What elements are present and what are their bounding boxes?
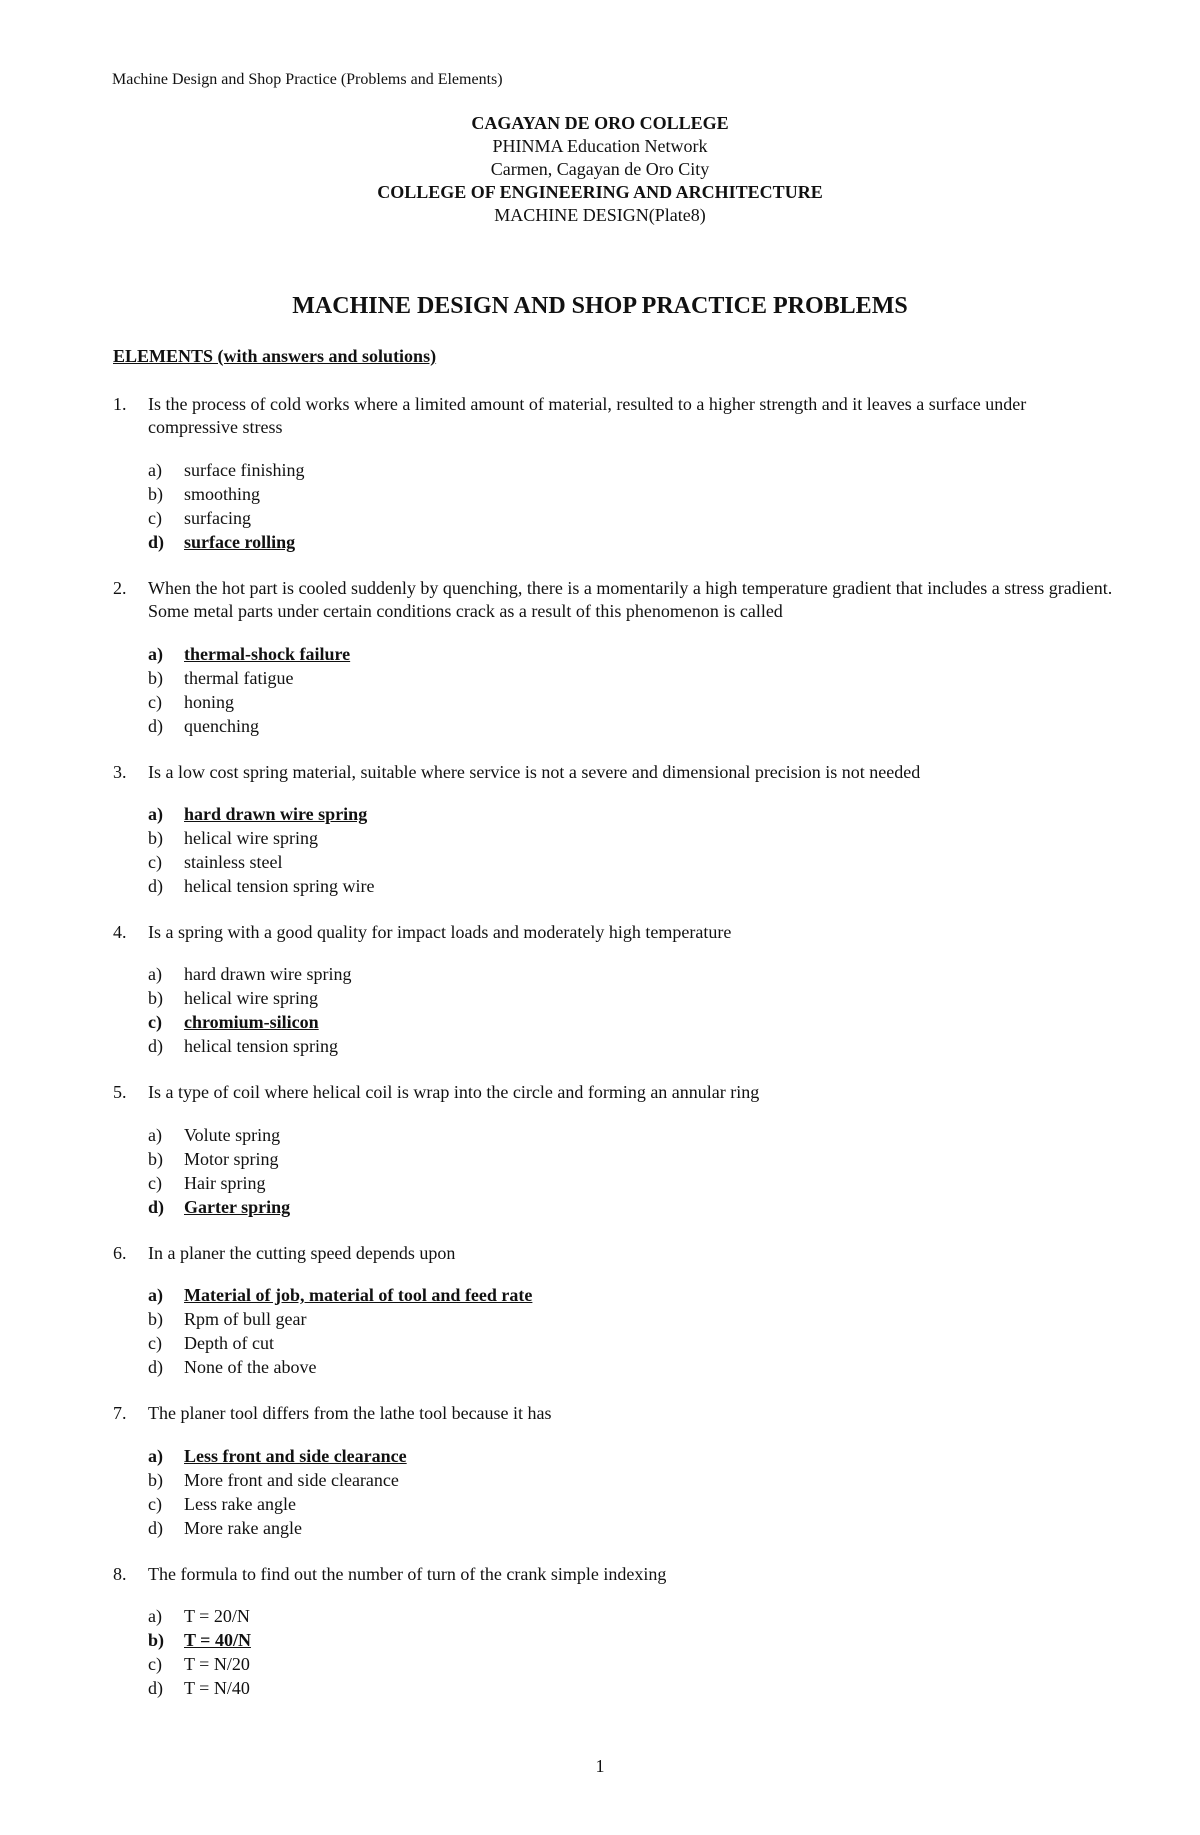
college-address: Carmen, Cagayan de Oro City: [490, 159, 710, 179]
question-item: [113, 1242, 1113, 1379]
choice-text: T = N/40: [184, 1677, 250, 1698]
choice-letter: c): [148, 691, 162, 712]
question-text: In a planer the cutting speed depends upon: [148, 1242, 456, 1263]
choice-letter: c): [148, 1012, 162, 1033]
choice-text: quenching: [184, 715, 259, 736]
choice-letter: c): [148, 1493, 162, 1514]
choice-option: [148, 850, 1113, 874]
choice-option: [148, 1123, 1113, 1147]
choice-text: thermal-shock failure: [184, 643, 351, 664]
choice-option: [148, 714, 1113, 738]
choice-option: [148, 1307, 1113, 1331]
choice-option: [148, 1147, 1113, 1171]
choice-option: [148, 986, 1113, 1010]
choice-letter: b): [148, 988, 163, 1009]
choice-text: T = N/20: [184, 1653, 250, 1674]
choice-text: Garter spring: [184, 1196, 291, 1217]
question-number: 1.: [113, 394, 127, 414]
question-stem: [113, 577, 1113, 624]
choice-letter: b): [148, 1629, 165, 1650]
choice-option: [148, 458, 1113, 482]
choice-text: Material of job, material of tool and feed rate: [184, 1285, 533, 1306]
running-header: Machine Design and Shop Practice (Problems and Elements): [112, 71, 503, 88]
choice-text: Depth of cut: [184, 1333, 274, 1354]
choice-text: helical tension spring wire: [184, 875, 375, 896]
network-name: PHINMA Education Network: [492, 136, 708, 156]
choice-letter: a): [148, 803, 163, 824]
question-text: Is the process of cold works where a limited amount of material, resulted to a higher strength and it leaves a surface under compressive stress: [148, 394, 1027, 438]
choice-text: Motor spring: [184, 1148, 279, 1169]
choice-option: [148, 506, 1113, 530]
question-text: Is a type of coil where helical coil is wrap into the circle and forming an annular ring: [148, 1082, 760, 1103]
choice-letter: c): [148, 851, 162, 872]
choice-correct-answer: [148, 530, 1113, 554]
choice-letter: a): [148, 1445, 163, 1466]
choice-option: [148, 666, 1113, 690]
choice-text: thermal fatigue: [184, 667, 294, 688]
choice-text: Less front and side clearance: [184, 1445, 407, 1466]
choice-option: [148, 962, 1113, 986]
choice-letter: d): [148, 1196, 165, 1217]
choice-list: [148, 458, 1113, 554]
question-stem: [113, 393, 1113, 440]
choice-correct-answer: [148, 1444, 1113, 1468]
choice-letter: a): [148, 1124, 162, 1145]
question-number: 2.: [113, 577, 127, 598]
choice-list: [148, 962, 1113, 1058]
question-text: Is a spring with a good quality for impact loads and moderately high temperature: [148, 921, 732, 942]
choice-text: Less rake angle: [184, 1493, 296, 1514]
choice-letter: d): [148, 531, 165, 552]
choice-option: [148, 1171, 1113, 1195]
question-item: [113, 393, 1113, 554]
page-title: MACHINE DESIGN AND SHOP PRACTICE PROBLEMS: [292, 293, 908, 319]
question-stem: [113, 921, 1113, 944]
choice-text: Rpm of bull gear: [184, 1309, 307, 1330]
choice-letter: d): [148, 715, 163, 736]
choice-letter: c): [148, 1333, 162, 1354]
choice-text: T = 40/N: [184, 1629, 251, 1650]
question-stem: [113, 1563, 1113, 1586]
question-number: 4.: [113, 921, 127, 942]
choice-letter: c): [148, 1653, 162, 1674]
choice-text: Volute spring: [184, 1124, 281, 1145]
choice-option: [148, 1468, 1113, 1492]
choice-letter: a): [148, 1605, 162, 1626]
question-item: [113, 1402, 1113, 1539]
choice-text: helical tension spring: [184, 1036, 338, 1057]
section-heading: ELEMENTS (with answers and solutions): [113, 346, 437, 366]
choice-letter: c): [148, 507, 162, 528]
choice-text: T = 20/N: [184, 1605, 250, 1626]
choice-text: chromium-silicon: [184, 1012, 319, 1033]
choice-list: [148, 1283, 1113, 1379]
choice-option: [148, 690, 1113, 714]
choice-option: [148, 826, 1113, 850]
choice-option: [148, 1516, 1113, 1540]
choice-correct-answer: [148, 802, 1113, 826]
question-stem: [113, 1242, 1113, 1265]
choice-correct-answer: [148, 1010, 1113, 1034]
question-number: 5.: [113, 1082, 127, 1103]
question-item: [113, 1081, 1113, 1218]
choice-letter: b): [148, 827, 163, 848]
choice-text: Hair spring: [184, 1172, 266, 1193]
choice-option: [148, 874, 1113, 898]
choice-list: [148, 802, 1113, 898]
choice-correct-answer: [148, 1283, 1113, 1307]
question-stem: [113, 1402, 1113, 1425]
choice-letter: d): [148, 1517, 163, 1538]
question-item: [113, 921, 1113, 1058]
choice-letter: b): [148, 1469, 163, 1490]
choice-letter: b): [148, 1148, 163, 1169]
choice-letter: d): [148, 1677, 163, 1698]
choice-text: surfacing: [184, 507, 251, 528]
choice-letter: d): [148, 1357, 163, 1378]
choice-list: [148, 1604, 1113, 1700]
question-number: 6.: [113, 1242, 127, 1263]
choice-option: [148, 482, 1113, 506]
choice-correct-answer: [148, 1195, 1113, 1219]
choice-text: smoothing: [184, 483, 261, 504]
choice-text: More rake angle: [184, 1517, 302, 1538]
choice-correct-answer: [148, 1628, 1113, 1652]
question-list: [113, 393, 1113, 1723]
question-text: Is a low cost spring material, suitable where service is not a severe and dimensional precision is not needed: [148, 761, 921, 782]
question-item: [113, 761, 1113, 898]
choice-option: [148, 1652, 1113, 1676]
choice-text: honing: [184, 691, 235, 712]
choice-letter: a): [148, 964, 162, 985]
department-name: COLLEGE OF ENGINEERING AND ARCHITECTURE: [377, 182, 823, 202]
choice-option: [148, 1604, 1113, 1628]
choice-letter: c): [148, 1172, 162, 1193]
choice-text: None of the above: [184, 1357, 317, 1378]
choice-letter: b): [148, 483, 163, 504]
choice-list: [148, 1444, 1113, 1540]
choice-text: stainless steel: [184, 851, 283, 872]
question-number: 7.: [113, 1403, 127, 1424]
choice-letter: d): [148, 875, 163, 896]
question-item: [113, 1563, 1113, 1700]
choice-option: [148, 1034, 1113, 1058]
choice-text: helical wire spring: [184, 988, 318, 1009]
college-name: CAGAYAN DE ORO COLLEGE: [471, 113, 729, 133]
choice-option: [148, 1676, 1113, 1700]
choice-letter: d): [148, 1036, 163, 1057]
choice-text: surface rolling: [184, 531, 296, 552]
question-stem: [113, 1081, 1113, 1104]
subject-name: MACHINE DESIGN(Plate8): [494, 205, 706, 225]
question-text: When the hot part is cooled suddenly by quenching, there is a momentarily a high temperature gradient that includes a stress gradient. Some metal parts under certain conditions crack as a result of this phenomenon is called: [148, 577, 1113, 622]
choice-letter: a): [148, 459, 162, 480]
choice-option: [148, 1355, 1113, 1379]
choice-letter: a): [148, 1285, 163, 1306]
choice-letter: b): [148, 667, 163, 688]
institution-block: [0, 112, 1200, 227]
question-item: [113, 577, 1113, 738]
choice-text: hard drawn wire spring: [184, 803, 368, 824]
choice-list: [148, 642, 1113, 738]
choice-option: [148, 1492, 1113, 1516]
choice-letter: b): [148, 1309, 163, 1330]
question-text: The formula to find out the number of turn of the crank simple indexing: [148, 1563, 667, 1584]
page-number: 1: [595, 1756, 605, 1776]
choice-text: hard drawn wire spring: [184, 964, 352, 985]
question-number: 8.: [113, 1563, 127, 1584]
choice-text: More front and side clearance: [184, 1469, 399, 1490]
choice-text: helical wire spring: [184, 827, 318, 848]
choice-list: [148, 1123, 1113, 1219]
choice-option: [148, 1331, 1113, 1355]
question-number: 3.: [113, 761, 127, 782]
question-text: The planer tool differs from the lathe tool because it has: [148, 1403, 552, 1424]
choice-text: surface finishing: [184, 459, 305, 480]
choice-correct-answer: [148, 642, 1113, 666]
question-stem: [113, 761, 1113, 784]
choice-letter: a): [148, 643, 163, 664]
